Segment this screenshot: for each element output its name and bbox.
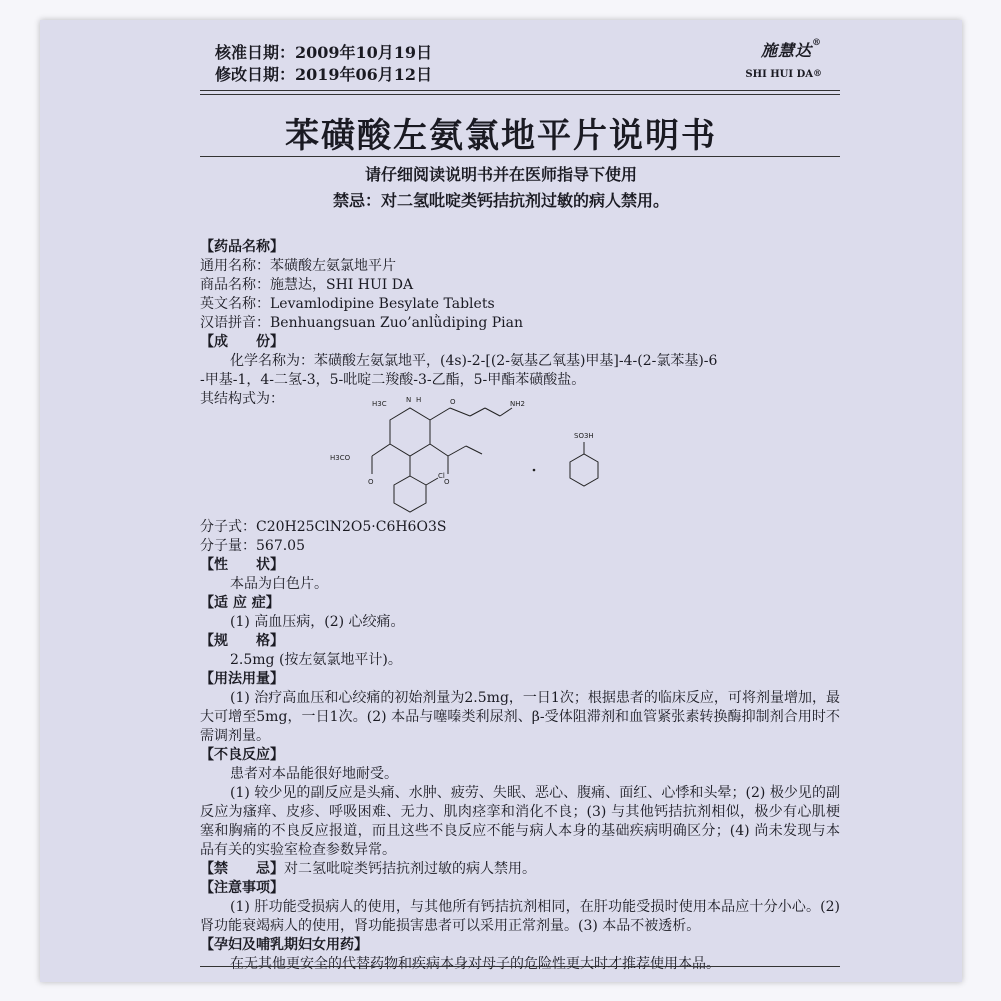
spec-text: 2.5mg (按左氨氯地平计)。 (230, 652, 402, 668)
section-heading-dosage: 【用法用量】 (200, 671, 284, 687)
struct-label-h3c: H3C (372, 400, 387, 408)
section-heading-composition: 【成 份】 (200, 334, 284, 350)
leaflet-sheet (40, 20, 962, 982)
header-rule (200, 90, 840, 91)
struct-label-h3co: H3CO (330, 454, 351, 462)
section-heading-indications: 【适 应 症】 (200, 595, 280, 611)
dosage-text: (1) 治疗高血压和心绞痛的初始剂量为2.5mg，一日1次；根据患者的临床反应，可将剂量增加，最大可增至5mg，一日1次。(2) 本品与噻嗪类利尿剂、β-受体阻滞剂和血管紧张素转换酶抑制剂合用时不需调剂量。 (200, 690, 840, 744)
section-heading-adverse: 【不良反应】 (200, 747, 284, 763)
molecular-formula: 分子式：C20H25ClN2O5·C6H6O3S (200, 519, 447, 535)
adverse-text: (1) 较少见的副反应是头痛、水肿、疲劳、失眠、恶心、腹痛、面红、心悸和头晕；(2) 极少见的副反应为瘙痒、皮疹、呼吸困难、无力、肌肉痉挛和消化不良；(3) 与其他钙拮抗剂相似，极少有心肌梗塞和胸痛的不良反应报道，而且这些不良反应不能与病人本身的基础疾病明确区分；(4) 尚未发现与本品有关的实验室检查参数异常。 (200, 785, 840, 858)
struct-label-nh2: NH2 (510, 400, 525, 408)
chemical-name-line2: -甲基-1，4-二氢-3，5-吡啶二羧酸-3-乙酯，5-甲酯苯磺酸盐。 (200, 372, 586, 388)
leaflet-body (200, 238, 840, 974)
contraindications-text: 对二氢吡啶类钙拮抗剂过敏的病人禁用。 (284, 861, 536, 877)
revise-date: 修改日期：2019年06月12日 (215, 65, 433, 84)
struct-label-cl: Cl (438, 472, 445, 480)
date-block (215, 42, 432, 86)
precautions-text: (1) 肝功能受损病人的使用，与其他所有钙拮抗剂相同，在肝功能受损时使用本品应十分小心。(2) 肾功能衰竭病人的使用，肾功能损害患者可以采用正常剂量。(3) 本品不被透析。 (200, 899, 840, 934)
document-title: 苯磺酸左氨氯地平片说明书 (285, 116, 717, 156)
reg-mark-en: ® (813, 69, 822, 79)
pregnancy-text: 在无其他更安全的代替药物和疾病本身对母子的危险性更大时才推荐使用本品。 (230, 956, 720, 972)
english-name: 英文名称：Levamlodipine Besylate Tablets (200, 296, 495, 312)
section-heading-pregnancy: 【孕妇及哺乳期妇女用药】 (200, 937, 368, 953)
pinyin-name: 汉语拼音：Benhuangsuan Zuo’anlǜdiping Pian (200, 315, 524, 331)
struct-label-h: H (416, 396, 422, 404)
structure-label: 其结构式为： (200, 391, 284, 407)
header-rule-2 (200, 94, 840, 95)
struct-label-so3h: SO3H (574, 432, 594, 440)
struct-label-o-ester2: O (444, 478, 450, 486)
section-heading-spec: 【规 格】 (200, 633, 284, 649)
brand-en: SHI HUI DA (745, 69, 813, 80)
molecular-weight: 分子量：567.05 (200, 538, 305, 554)
adverse-intro: 患者对本品能很好地耐受。 (230, 766, 398, 782)
section-heading-precautions: 【注意事项】 (200, 880, 284, 896)
approve-date: 核准日期：2009年10月19日 (215, 43, 433, 62)
structure-area (200, 390, 840, 518)
struct-label-o-ether: O (450, 398, 456, 406)
title-rule (200, 156, 840, 157)
footer-rule (200, 966, 840, 967)
section-heading-contraindications: 【禁 忌】 (200, 861, 284, 877)
warning-line: 禁忌：对二氢吡啶类钙拮抗剂过敏的病人禁用。 (332, 191, 669, 210)
struct-label-o-ester1: O (368, 478, 374, 486)
structural-formula-diagram (320, 390, 620, 518)
trade-name: 商品名称：施慧达，SHI HUI DA (200, 277, 414, 293)
chemical-name-line1: 化学名称为：苯磺酸左氨氯地平，(4s)-2-[(2-氨基乙氧基)甲基]-4-(2-氯苯基)-6 (230, 353, 718, 369)
indications-text: (1) 高血压病，(2) 心绞痛。 (230, 614, 405, 630)
generic-name: 通用名称：苯磺酸左氨氯地平片 (200, 258, 396, 274)
appearance-text: 本品为白色片。 (230, 576, 328, 592)
brand-logo (745, 38, 822, 80)
reg-mark-cn: ® (812, 38, 822, 48)
section-heading-name: 【药品名称】 (200, 239, 284, 255)
brand-cn: 施慧达 (760, 41, 812, 60)
struct-label-n: N (406, 396, 412, 404)
section-heading-appearance: 【性 状】 (200, 557, 284, 573)
usage-notice: 请仔细阅读说明书并在医师指导下使用 (364, 165, 637, 184)
salt-dot (533, 469, 536, 472)
